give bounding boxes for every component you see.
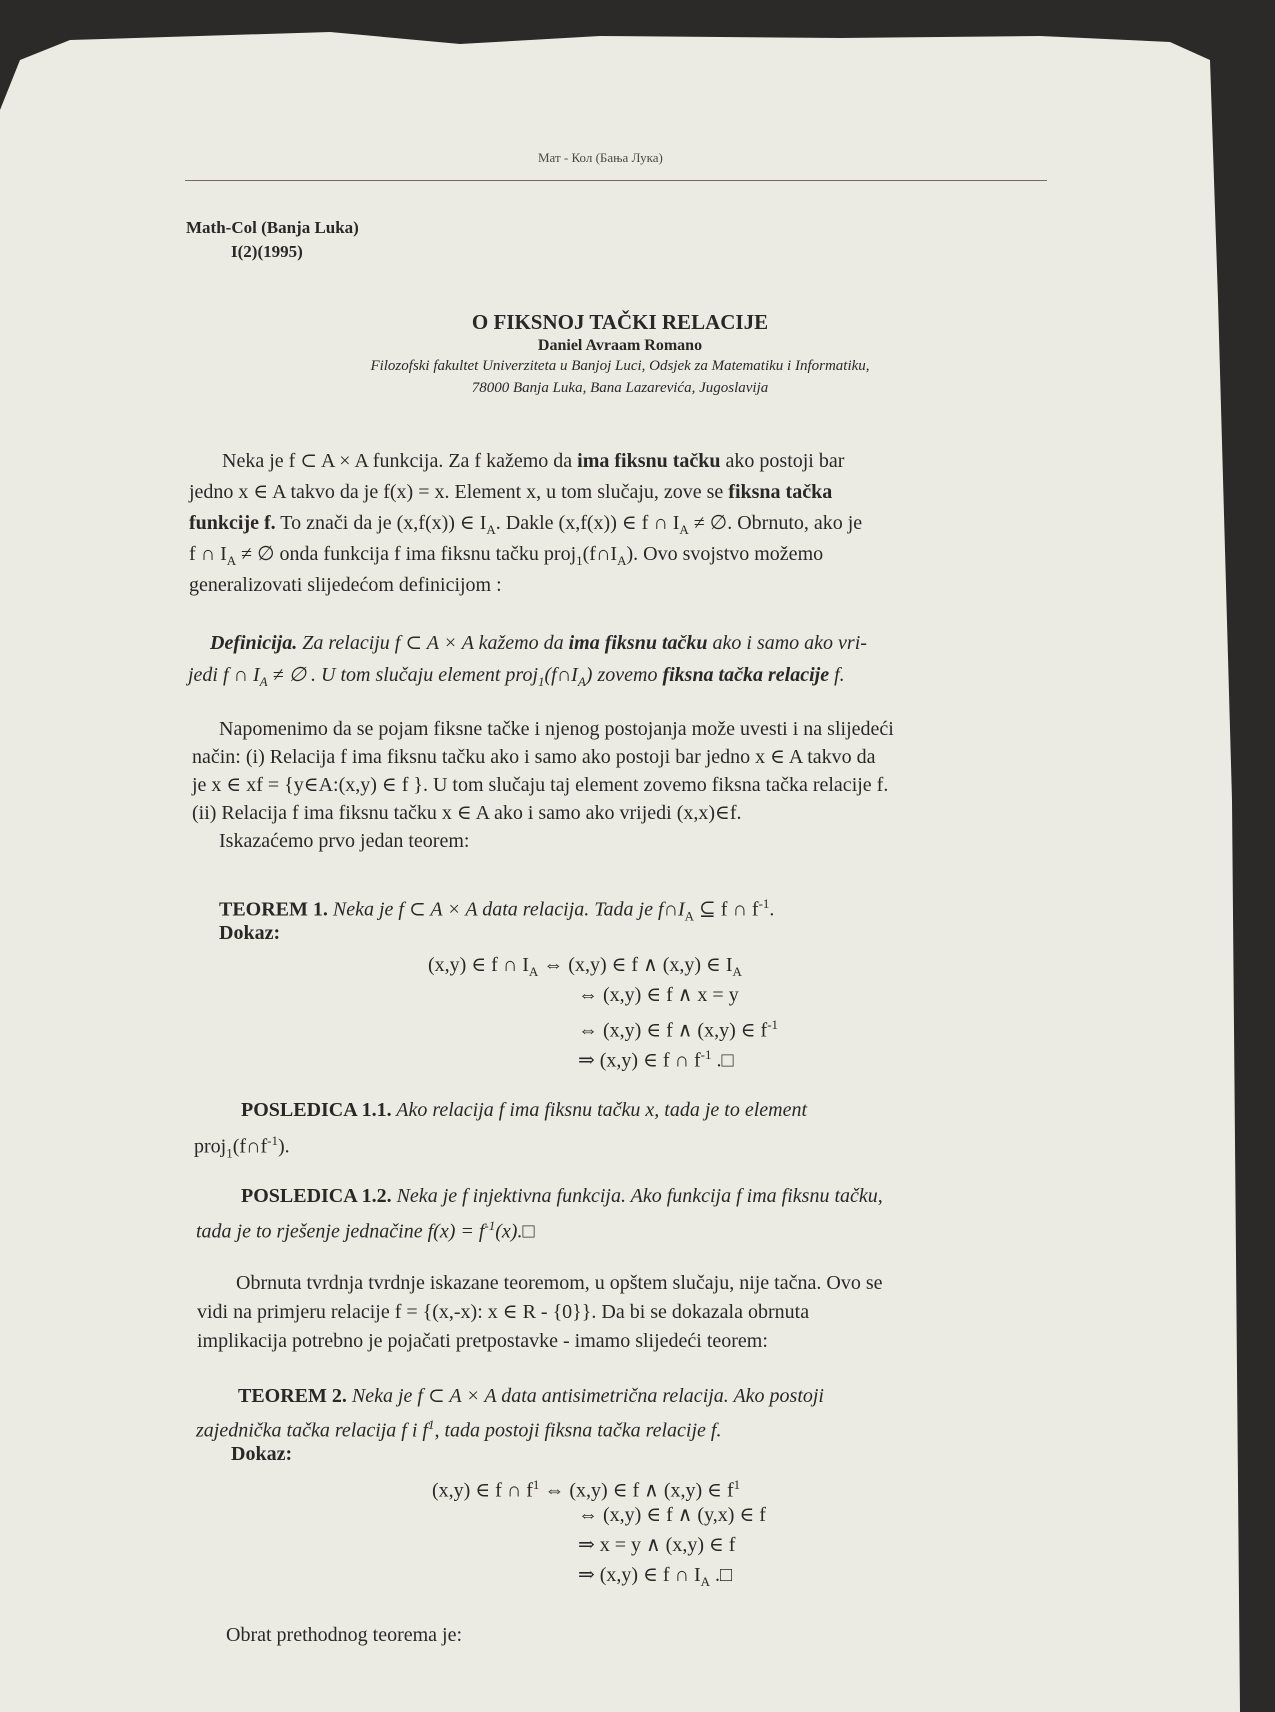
converse-line: Obrnuta tvrdnja tvrdnje iskazane teoremom, u opštem slučaju, nije tačna. Ovo se <box>236 1272 883 1294</box>
corollary-statement <box>196 1211 535 1247</box>
text: (f∩I <box>544 664 578 686</box>
text: ⇔ (x,y) ∈ f ∧ (x,y) ∈ I <box>538 954 733 976</box>
definition-label: Definicija. <box>210 632 298 654</box>
proof-label: Dokaz: <box>231 1443 293 1465</box>
text: Neka je f ⊂ A × A data relacija. Tada je f∩I <box>327 898 685 921</box>
qed: .□ <box>711 1049 734 1072</box>
proof-equation: ⇔ (x,y) ∈ f ∧ x = y <box>578 984 739 1006</box>
corollary-label: POSLEDICA 1.1. <box>241 1099 392 1121</box>
emphasis: funkcije f. <box>189 512 276 534</box>
text: (f∩I <box>582 543 618 565</box>
theorem-label: TEOREM 1. <box>219 898 328 921</box>
subscript: A <box>700 1574 711 1589</box>
text: ⇔ (x,y) ∈ f ∧ (x,y) ∈ f <box>539 1479 734 1502</box>
intro-line <box>222 446 844 476</box>
proof-equation: ⇒ x = y ∧ (x,y) ∈ f <box>578 1534 736 1556</box>
subscript: A <box>226 553 237 568</box>
text: proj <box>194 1135 227 1158</box>
text: To znači da je (x,f(x)) ∈ I <box>275 512 487 534</box>
text: f ∩ I <box>189 543 227 565</box>
subscript: A <box>684 908 695 924</box>
superscript: 1 <box>532 1477 540 1492</box>
subscript: A <box>617 553 627 568</box>
article-author: Daniel Avraam Romano <box>537 337 703 354</box>
text: (f∩f <box>232 1135 268 1158</box>
text: Neka je f injektivna funkcija. Ako funkcija f ima fiksnu tačku, <box>391 1185 883 1207</box>
superscript: -1 <box>484 1218 496 1233</box>
text: ⇔ (x,y) ∈ f ∧ (x,y) ∈ f <box>578 1019 768 1042</box>
text: jedi f ∩ I <box>188 664 260 686</box>
intro-line <box>189 477 832 507</box>
text: Neka je f ⊂ A × A funkcija. Za f kažemo da <box>222 450 578 472</box>
superscript: 1 <box>427 1417 435 1432</box>
theorem-label: TEOREM 2. <box>238 1385 347 1407</box>
text: Ako relacija f ima fiksnu tačku x, tada je to element <box>391 1099 808 1121</box>
text: Za relaciju f ⊂ A × A kažemo da <box>297 632 569 654</box>
journal-name: Math-Col (Banja Luka) <box>186 218 359 237</box>
intro-line: generalizovati slijedećom definicijom : <box>189 574 502 596</box>
text: ⇒ (x,y) ∈ f ∩ I <box>578 1564 701 1586</box>
subscript: 1 <box>576 553 583 568</box>
text: ⊆ f ∩ f <box>694 898 759 921</box>
subscript: A <box>577 674 586 689</box>
definition-line <box>210 628 867 658</box>
remark-line: Napomenimo da se pojam fiksne tačke i njenog postojanja može uvesti i na slijedeći <box>219 718 894 740</box>
remark-line: način: (i) Relacija f ima fiksnu tačku ako i samo ako postoji bar jedno x ∈ A takvo da <box>192 746 876 768</box>
subscript: 1 <box>538 674 545 689</box>
emphasis: ima fiksnu tačku <box>568 632 708 654</box>
proof-equation: ⇔ (x,y) ∈ f ∧ (y,x) ∈ f <box>578 1504 766 1526</box>
remark-line: (ii) Relacija f ima fiksnu tačku x ∈ A ako i samo ako vrijedi (x,x)∈f. <box>192 802 742 824</box>
running-header: Мат - Кол (Бања Лука) <box>538 150 663 165</box>
subscript: 1 <box>226 1145 233 1161</box>
corollary-statement <box>241 1181 883 1211</box>
text: ≠ ∅ . U tom slučaju element proj <box>267 664 539 686</box>
superscript: -1 <box>700 1047 712 1062</box>
superscript: -1 <box>267 1133 278 1148</box>
text: , tada postoji fiksna tačka relacije f. <box>434 1419 722 1442</box>
text: (x,y) ∈ f ∩ f <box>432 1479 533 1502</box>
emphasis: ima fiksnu tačku <box>577 450 721 472</box>
remark-line: je x ∈ xf = {y∈A:(x,y) ∈ f }. U tom slučaju taj element zovemo fiksna tačka relacije f. <box>192 774 889 796</box>
text: . Dakle (x,f(x)) ∈ f ∩ I <box>495 512 680 534</box>
text: ⇒ (x,y) ∈ f ∩ f <box>578 1049 701 1072</box>
converse-line: vidi na primjeru relacije f = {(x,-x): x ∈ R - {0}}. Da bi se dokazala obrnuta <box>197 1301 810 1323</box>
text: ≠ ∅. Obrnuto, ako je <box>688 512 863 534</box>
text: ≠ ∅ onda funkcija f ima fiksnu tačku proj <box>236 543 577 565</box>
corollary-statement <box>241 1095 807 1125</box>
subscript: A <box>259 674 268 689</box>
subscript: A <box>679 522 689 537</box>
text: ). Ovo svojstvo možemo <box>626 543 824 565</box>
closing-line: Obrat prethodnog teorema je: <box>226 1624 463 1646</box>
definition-line <box>188 660 845 697</box>
corollary-statement <box>194 1126 290 1169</box>
remark-line: Iskazaćemo prvo jedan teorem: <box>219 830 470 852</box>
emphasis: fiksna tačka <box>728 481 833 503</box>
text: jedno x ∈ A takvo da je f(x) = x. Element x, u tom slučaju, zove se <box>189 481 729 503</box>
superscript: 1 <box>733 1477 741 1492</box>
text: (x,y) ∈ f ∩ I <box>428 954 529 976</box>
text: f. <box>829 664 845 686</box>
article-title: O FIKSNOJ TAČKI RELACIJE <box>471 310 769 334</box>
text: ) zovemo <box>585 664 663 686</box>
theorem-statement: TEOREM 1. Neka je f ⊂ A × A data relacija. Tada je $f\cap I_A$ ⊆ f ∩ $f^{-1}$. <box>219 896 775 924</box>
emphasis: fiksna tačka relacije <box>662 664 830 686</box>
text: (x).□ <box>495 1220 535 1243</box>
qed: .□ <box>710 1564 733 1586</box>
subscript: A <box>732 964 742 979</box>
superscript: -1 <box>767 1017 779 1032</box>
proof-equation <box>578 1040 734 1076</box>
text: tada je to rješenje jednačine f(x) = f <box>196 1220 485 1243</box>
text: Neka je f ⊂ A × A data antisimetrična relacija. Ako postoji <box>346 1385 824 1407</box>
text: ako i samo ako vri- <box>707 632 867 654</box>
bleed-through <box>880 220 884 237</box>
header-rule <box>185 180 1047 181</box>
text: ako postoji bar <box>720 450 845 472</box>
subscript: A <box>528 964 539 979</box>
affiliation-line-1: Filozofski fakultet Univerziteta u Banjoj Luci, Odsjek za Matematiku i Informatiku, <box>370 358 870 374</box>
journal-issue: I(2)(1995) <box>231 242 303 261</box>
text: zajednička tačka relacija f i f <box>196 1419 428 1442</box>
proof-label: Dokaz: <box>219 922 281 944</box>
theorem-statement <box>238 1381 824 1411</box>
corollary-label: POSLEDICA 1.2. <box>241 1185 392 1207</box>
superscript: -1 <box>758 896 770 911</box>
proof-equation <box>578 1560 732 1597</box>
subscript: A <box>486 522 496 537</box>
affiliation-line-2: 78000 Banja Luka, Bana Lazarevića, Jugoslavija <box>471 380 769 396</box>
text: ). <box>278 1135 290 1158</box>
converse-line: implikacija potrebno je pojačati pretpostavke - imamo slijedeći teorem: <box>197 1330 768 1352</box>
